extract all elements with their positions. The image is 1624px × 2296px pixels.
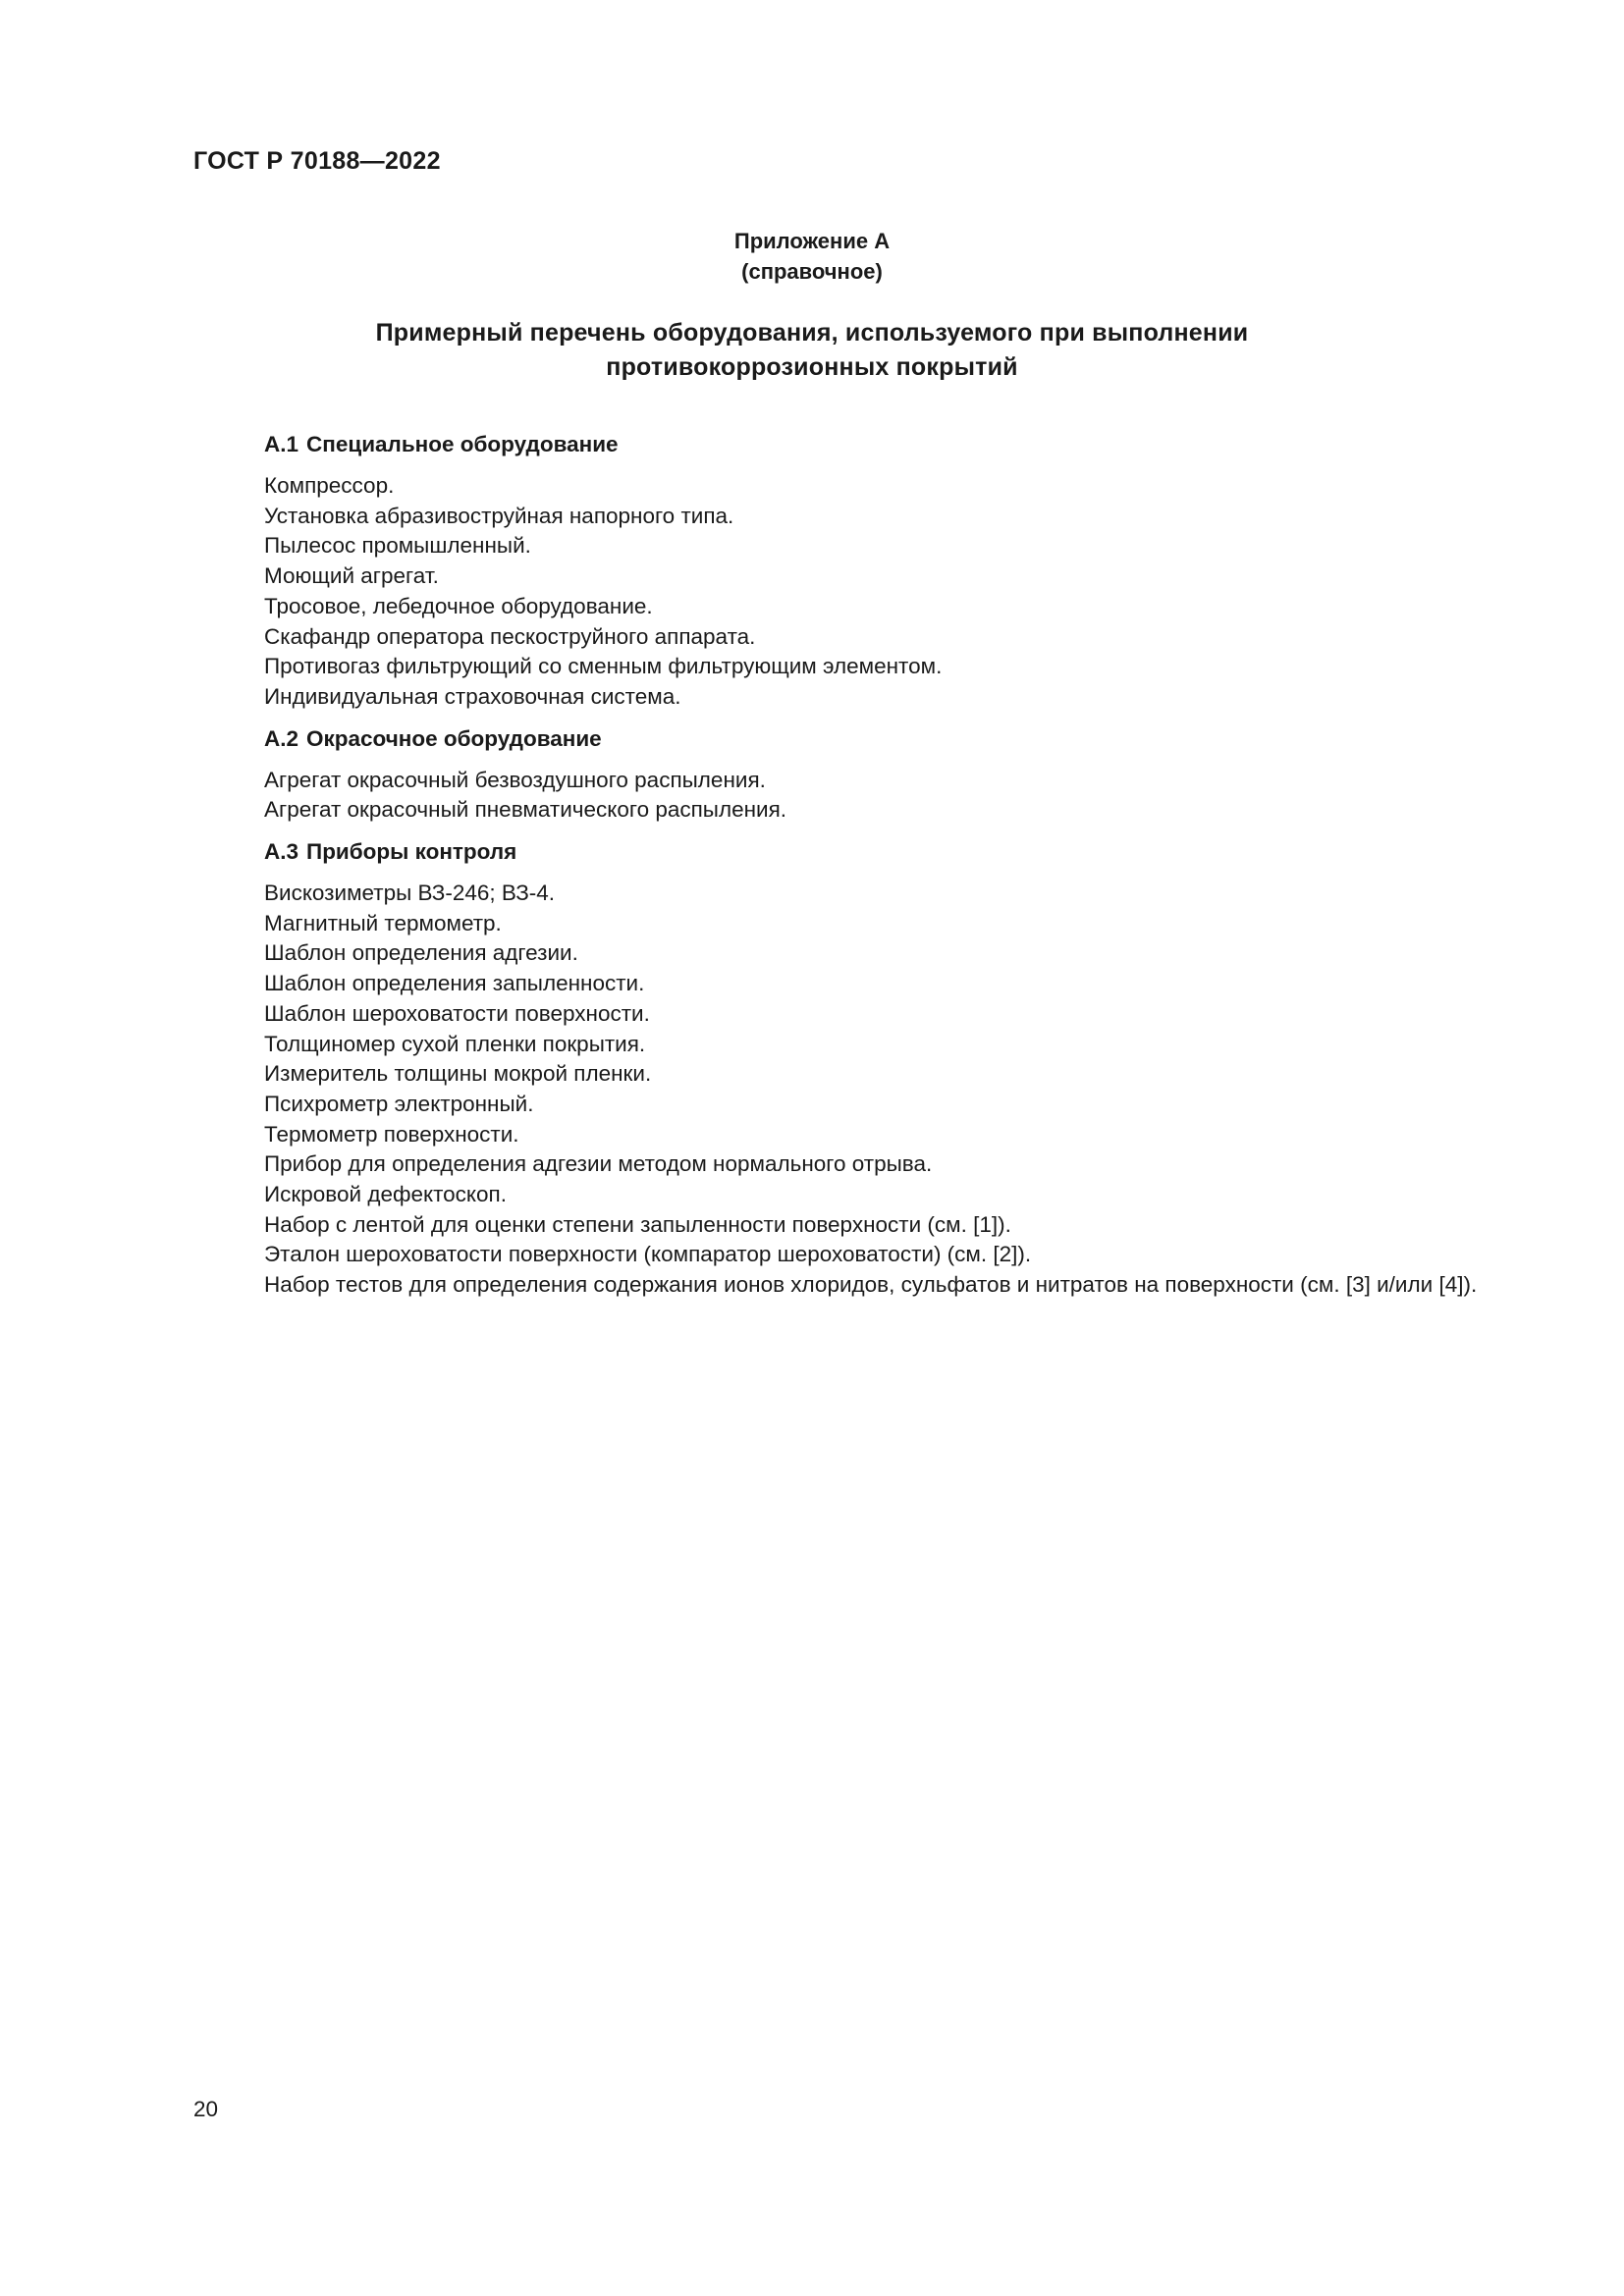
list-item: Толщиномер сухой пленки покрытия. (264, 1031, 646, 1056)
section-heading (264, 724, 1509, 754)
list-item: Установка абразивоструйная напорного типа. (264, 503, 734, 528)
section-number: А.2 (264, 725, 299, 751)
list-item: Пылесос промышленный. (264, 533, 531, 559)
list-item: Прибор для определения адгезии методом нормального отрыва. (264, 1151, 933, 1177)
list-item: Агрегат окрасочный пневматического распыления. (264, 797, 787, 823)
list-item: Шаблон определения запыленности. (264, 971, 645, 996)
section-title: Специальное оборудование (306, 432, 619, 456)
annex-title (0, 316, 1624, 385)
section-a2 (193, 724, 1509, 826)
list-item: Противогаз фильтрующий со сменным фильтрующим элементом. (264, 654, 943, 679)
annex-heading (0, 226, 1624, 287)
list-item: Набор с лентой для оценки степени запыленности поверхности (см. [1]). (264, 1211, 1011, 1237)
list-item: Искровой дефектоскоп. (264, 1182, 507, 1207)
list-item: Магнитный термометр. (264, 910, 502, 935)
list-item: Набор тестов для определения содержания ионов хлоридов, сульфатов и нитратов на поверхности (см. [3] и/или [4]). (264, 1272, 1478, 1298)
section-heading (264, 430, 1509, 459)
list-item: Моющий агрегат. (264, 563, 439, 589)
list-item: Агрегат окрасочный безвоздушного распыления. (264, 767, 766, 792)
section-number: А.3 (264, 839, 299, 865)
list-item: Индивидуальная страховочная система. (264, 683, 681, 709)
annex-title-line-1: Примерный перечень оборудования, используемого при выполнении (375, 319, 1249, 347)
list-item: Шаблон шероховатости поверхности. (264, 1000, 650, 1026)
list-item: Психрометр электронный. (264, 1091, 534, 1116)
annex-content (193, 430, 1509, 1312)
list-item: Тросовое, лебедочное оборудование. (264, 593, 653, 618)
section-a1 (193, 430, 1509, 713)
annex-type: (справочное) (741, 259, 883, 284)
section-title: Приборы контроля (306, 839, 517, 865)
list-item: Шаблон определения адгезии. (264, 940, 578, 966)
list-item: Скафандр оператора пескоструйного аппарата. (264, 623, 756, 649)
page-number: 20 (193, 2097, 219, 2121)
annex-title-line-2: противокоррозионных покрытий (606, 353, 1018, 381)
annex-label: Приложение А (733, 229, 891, 253)
section-number: А.1 (264, 432, 299, 456)
list-item: Измеритель толщины мокрой пленки. (264, 1061, 652, 1087)
list-item: Термометр поверхности. (264, 1121, 519, 1147)
section-title: Окрасочное оборудование (306, 725, 602, 751)
section-heading (264, 837, 1509, 867)
list-item: Вискозиметры ВЗ-246; ВЗ-4. (264, 881, 556, 906)
list-item: Компрессор. (264, 473, 395, 498)
document-code: ГОСТ Р 70188—2022 (193, 147, 441, 175)
section-a3 (193, 837, 1509, 1301)
list-item: Эталон шероховатости поверхности (компаратор шероховатости) (см. [2]). (264, 1242, 1032, 1267)
